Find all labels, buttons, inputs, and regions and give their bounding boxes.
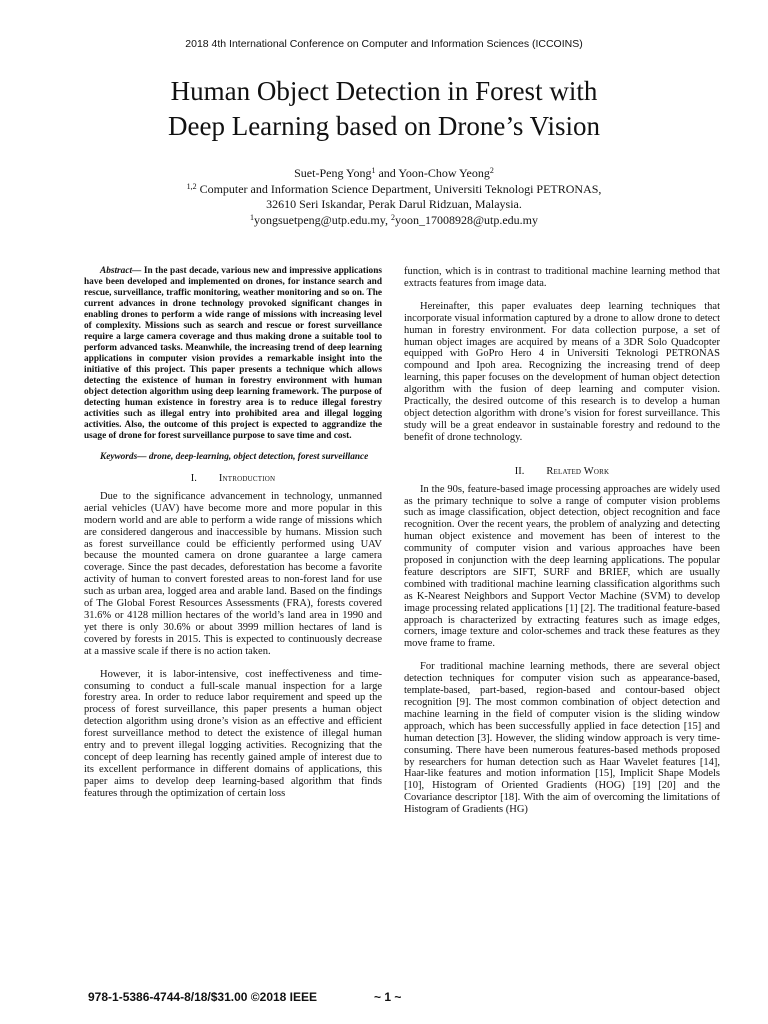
email-1: yongsuetpeng@utp.edu.my, xyxy=(254,212,391,227)
keywords-text: drone, deep-learning, object detection, forest surveillance xyxy=(146,452,369,462)
section-1-number: I. xyxy=(190,473,197,484)
email-2-sup: 2 xyxy=(390,212,395,222)
paper-title xyxy=(0,74,768,144)
author-emails xyxy=(0,213,768,229)
section-1-title: Introduction xyxy=(218,473,276,484)
related-paragraph-1: In the 90s, feature-based image processing approaches are widely used as the primary technique to solve a range of computer vision problems such as image classification, object detection, object recognition and face recognition. Over the recent years, the problem of analyzing and detecting human object existence and movement has been of interest to the community of computer vision and various approaches have been proposed in conjunction with the deep learning applications. The popular feature descriptors are SIFT, SURF and BRIEF, which are usually combined with traditional machine learning classification algorithms such as K-Nearest Neighbors and Support Vector Machine (SVM) to develop image processing related applications [1] [2]. The traditional feature-based approach is characterized by extracting features such as image edges, corners, image texture and color-schemes and track these features as they move frame to frame. xyxy=(404,483,720,650)
abstract xyxy=(84,266,382,442)
section-heading-introduction xyxy=(84,473,382,485)
email-2: yoon_17008928@utp.edu.my xyxy=(394,212,538,227)
right-column xyxy=(404,266,720,816)
keywords xyxy=(84,452,382,463)
title-line-2: Deep Learning based on Drone’s Vision xyxy=(167,111,601,141)
author-1-sup: 1 xyxy=(371,166,376,175)
affiliation-text-1: Computer and Information Science Department, Universiti Teknologi PETRONAS, xyxy=(196,181,602,196)
author-2-name: Yoon-Chow Yeong xyxy=(398,166,490,180)
author-1-name: Suet-Peng Yong xyxy=(294,166,372,180)
author-2-sup: 2 xyxy=(489,166,494,175)
related-paragraph-2: For traditional machine learning methods, there are several object detection techniques for computer vision such as appearance-based, template-based, part-based, region-based and contour-based object recognition [9]. The most common combination of object detection and machine learning in the field of computer vision is the sliding window approach, which has been successfully applied in face detection [15] and human detection [3]. However, the sliding window approach is very time-consuming. There have been numerous features-based methods proposed by researchers for human detection such as Haar Wavelet features [14], Haar-like features and motion information [15], Implicit Shape Models [10], Histogram of Oriented Gradients (HOG) [19] [20] and the Covariance descriptor [18]. With the aim of overcoming the limitations of Histogram of Gradients (HG) xyxy=(404,661,720,816)
keywords-lead: Keywords— xyxy=(100,452,147,462)
abstract-lead: Abstract— xyxy=(100,266,142,276)
abstract-text: In the past decade, various new and impressive applications have been developed and implemented on drones, for instance search and rescue, surveillance, traffic monitoring, weather monitoring and so on. The current advances in drone technology provoked significant changes in enabling drones to perform a wide range of missions with increasing level of complexity. Missions such as search and rescue or forest surveillance require a large camera coverage and thus making drone a suitable tool to perform advanced tasks. Meanwhile, the increasing trend of deep learning applications in computer vision provides a remarkable insight into the initiative of this project. This paper presents a technique which allows detecting the existence of human in forestry environment with human object detection algorithm using deep learning framework. The purpose of detecting human existence in forestry area is to reduce illegal forestry activities such as illegal entry into prohibited area and illegal logging activities. Also, the outcome of this project is expected to aggrandize the usage of drone for forest surveillance purpose to save time and cost. xyxy=(84,266,382,441)
affiliation-sup: 1,2 xyxy=(186,181,197,191)
section-2-title: Related Work xyxy=(546,465,610,477)
email-1-sup: 1 xyxy=(250,212,255,222)
author-and: and xyxy=(375,166,399,180)
section-2-number: II. xyxy=(514,465,525,477)
intro-paragraph-3: Hereinafter, this paper evaluates deep learning techniques that incorporate visual information captured by a drone to allow drone to detect human in forestry environment. For data collection purpose, a set of human object images are acquired by means of a 3DR Solo Quadcopter equipped with GoPro Hero 4 in Universiti Teknologi PETRONAS compound and Ipoh area. Recognizing the increasing trend of deep learning, this paper focuses on the development of human object detection algorithm with the fusion of deep learning and computer vision. Practically, the desired outcome of this research is to develop a human object detection algorithm with drone’s vision for forest surveillance. This study will be a great endeavor in sustainable forestry and redound to the benefit of drone technology. xyxy=(404,300,720,443)
conference-header: 2018 4th International Conference on Computer and Information Sciences (ICCOINS) xyxy=(185,38,583,50)
intro-paragraph-1: Due to the significance advancement in technology, unmanned aerial vehicles (UAV) have become more and more popular in this modern world and are able to perform a wide range of missions which are considered dangerous and inaccessible by humans. Mission such as forest surveillance could be efficiently performed using UAV because the mounted camera on drone guarantee a large camera coverage. Since the past decades, deforestation has become a favorite activity of human to convert forested areas to non-forest land for use such as urban area, logged area and arable land. Based on the findings of The Global Forest Resources Assessments (FRA), forests covered 31.6% or 4128 million hectares of the world’s land area in 1990 and yet there is only 30.6% or about 3999 million hectares of land is covered by forests in 2015. This is expected to continuously decrease at a massive scale if there is no action taken. xyxy=(84,490,382,657)
intro-paragraph-2-continued: function, which is in contrast to traditional machine learning method that extracts features from image data. xyxy=(404,266,720,289)
affiliation-line-2: 32610 Seri Iskandar, Perak Darul Ridzuan, Malaysia. xyxy=(266,197,522,211)
author-block xyxy=(0,166,768,228)
affiliation-line-1 xyxy=(0,182,768,198)
isbn-footer: 978-1-5386-4744-8/18/$31.00 ©2018 IEEE xyxy=(88,990,318,1004)
section-heading-related-work xyxy=(404,466,720,478)
intro-paragraph-2: However, it is labor-intensive, cost ineffectiveness and time-consuming to conduct a full-scale manual inspection for a large forestry area. In order to reduce labor requirement and speed up the process of forest surveillance, this paper presents a human object detection algorithm using drone’s vision as an effective and efficient forest surveillance method to detect the existence of illegal human entry and to prevent illegal logging activities. Recognizing that the concept of deep learning has recently gained ample of interest due to its excellent performance in different domains of applications, this paper aims to develop deep learning-based algorithm that finds features through the optimization of certain loss xyxy=(84,668,382,799)
page-number: ~ 1 ~ xyxy=(374,990,402,1004)
author-names xyxy=(0,166,768,182)
title-line-1: Human Object Detection in Forest with xyxy=(170,76,598,106)
left-column xyxy=(84,266,382,800)
